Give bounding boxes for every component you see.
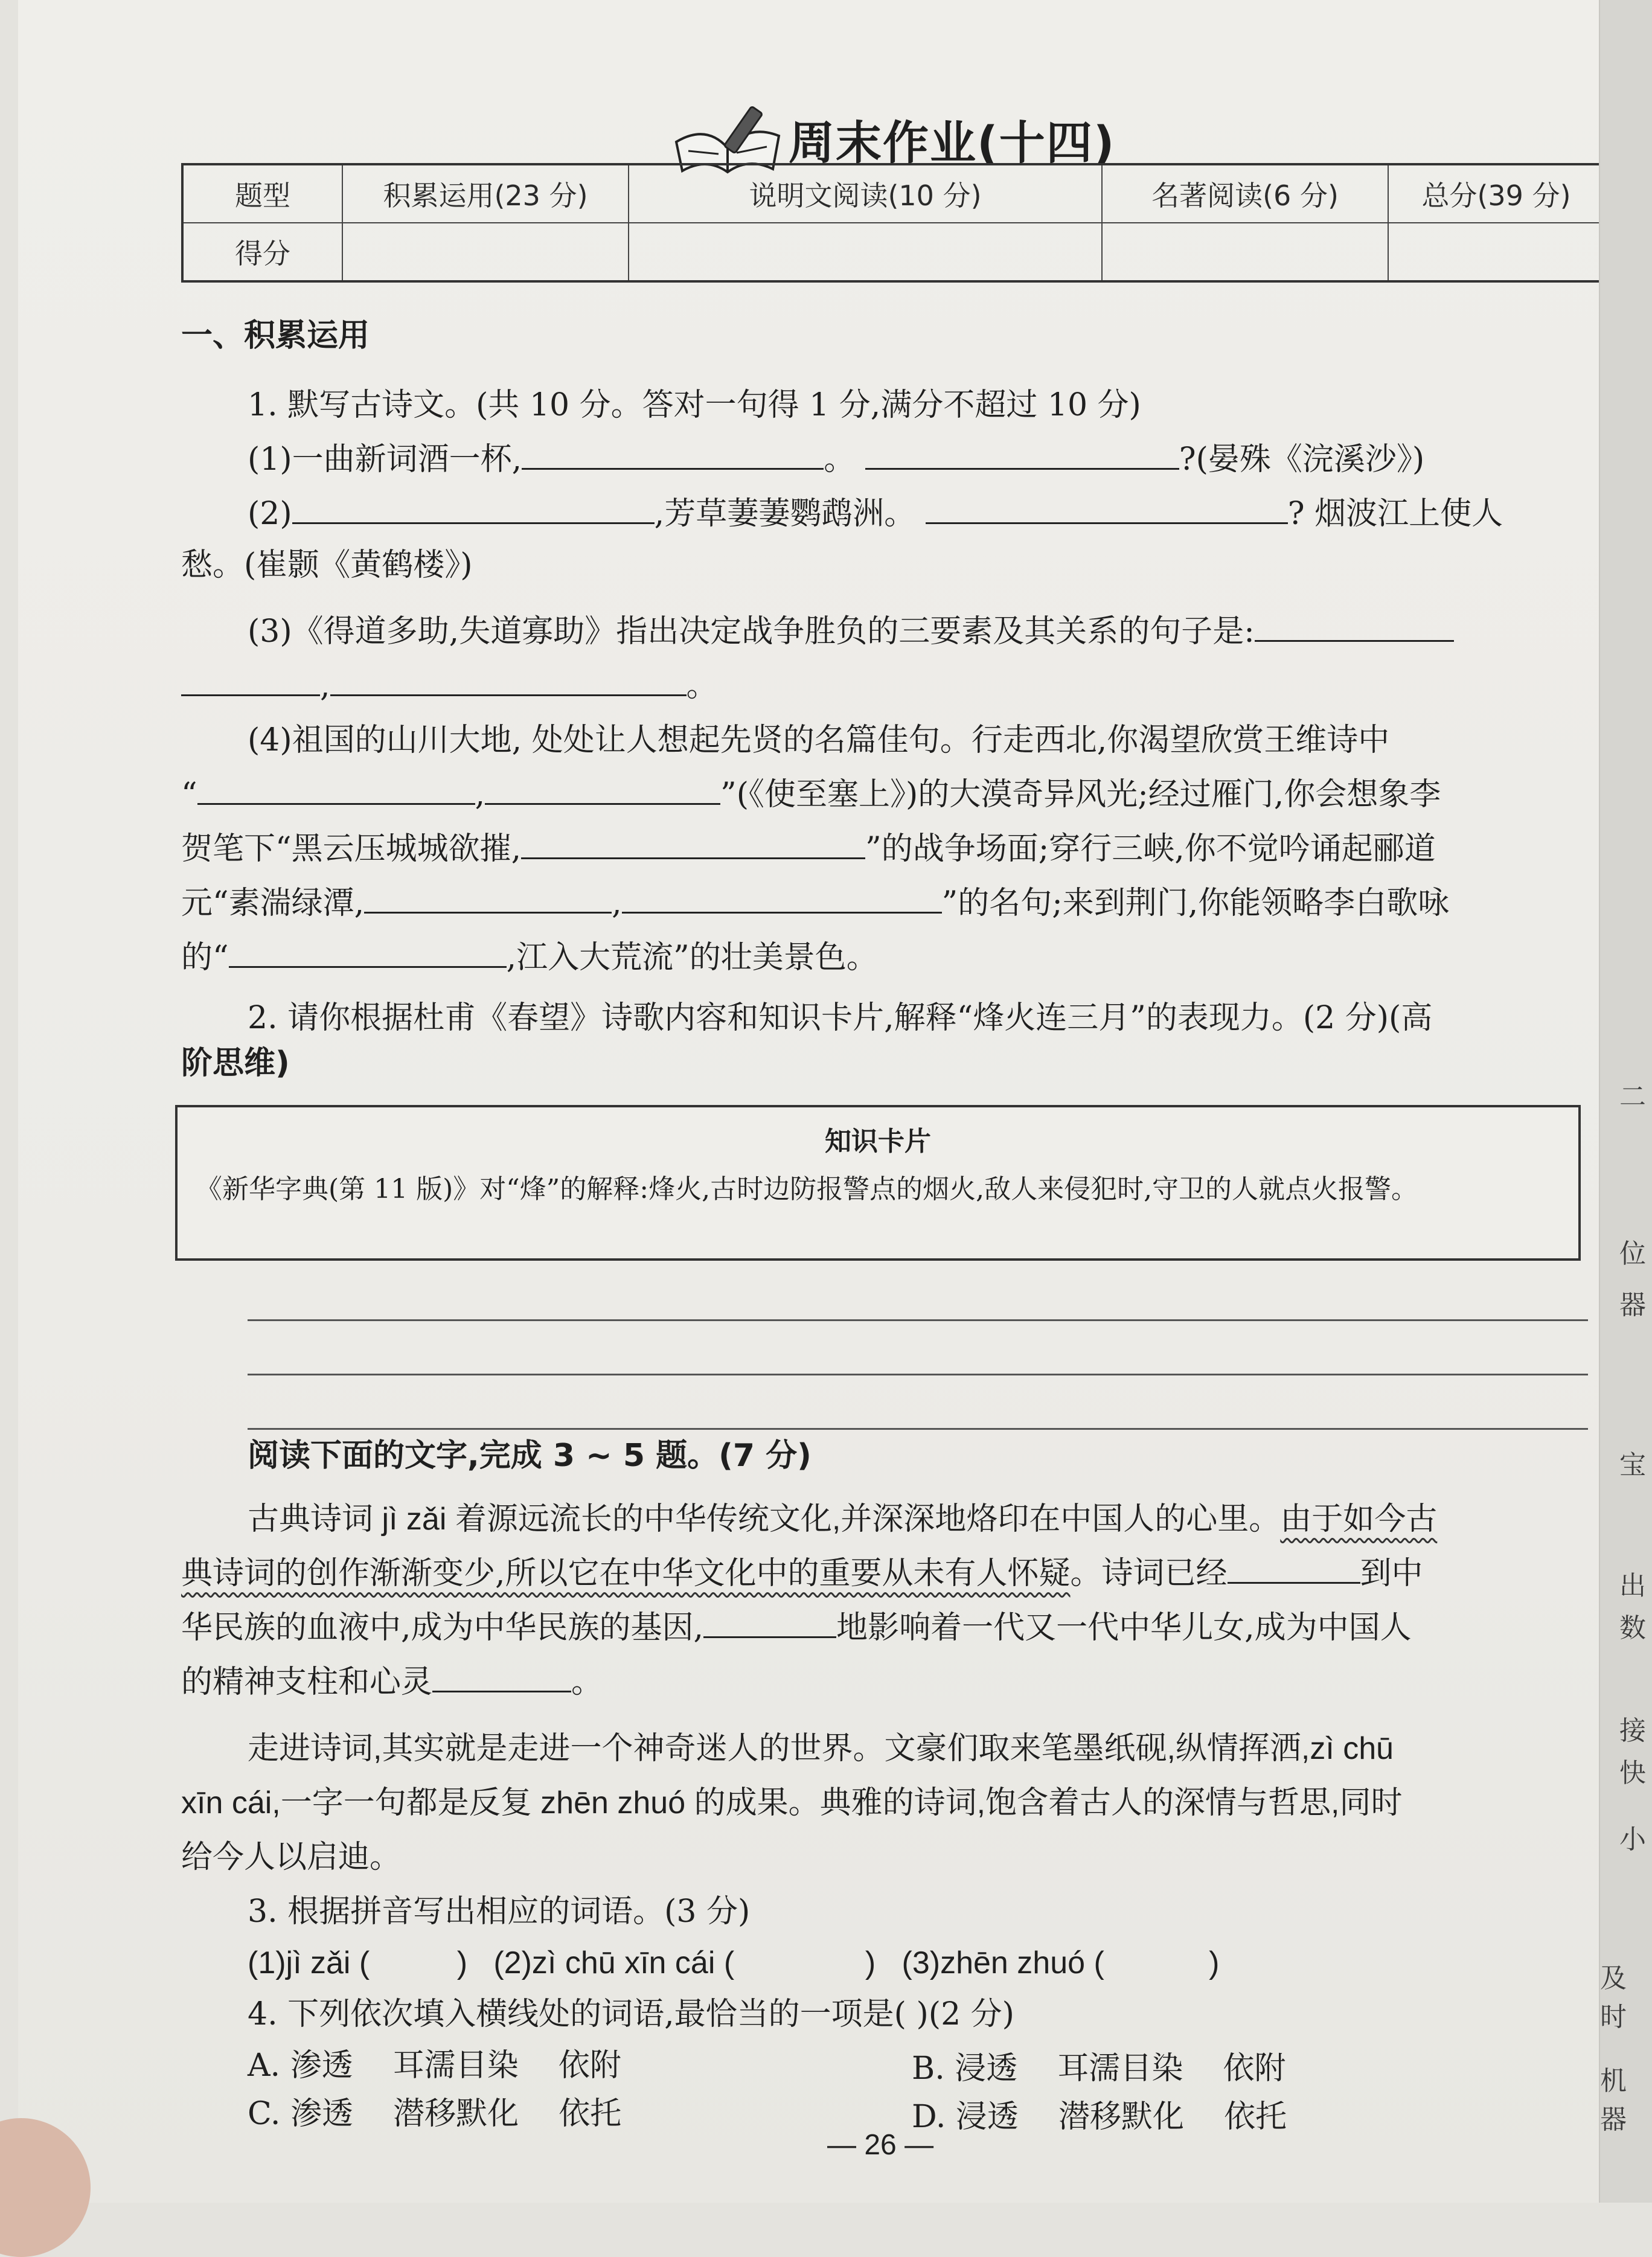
score-input-cell[interactable] — [629, 223, 1102, 281]
question-1-2-cont: 愁。(崔颢《黄鹤楼》) — [181, 547, 473, 583]
text: ?(晏殊《浣溪沙》) — [1179, 441, 1425, 478]
answer-blank[interactable] — [292, 522, 655, 524]
text: 的精神支柱和心灵 — [181, 1664, 433, 1700]
text: “ — [181, 776, 197, 813]
passage-line — [181, 1555, 1423, 1592]
edge-char: 小 — [1619, 1824, 1646, 1855]
text: 。 — [571, 1664, 603, 1700]
text: , — [475, 776, 485, 813]
edge-char: 器 — [1619, 1290, 1646, 1321]
passage-line — [181, 1666, 603, 1698]
adjacent-page-edge — [1599, 0, 1652, 2203]
knowledge-card-text: 《新华字典(第 11 版)》对“烽”的解释:烽火,古时边防报警点的烟火,敌人来侵犯时,守卫的人就点火报警。 — [196, 1174, 1418, 1205]
edge-char: 宝 — [1619, 1450, 1646, 1481]
answer-blank[interactable] — [485, 802, 720, 805]
edge-char: 位 — [1619, 1238, 1646, 1269]
answer-blank[interactable] — [1228, 1581, 1360, 1584]
answer-line[interactable] — [248, 1428, 1588, 1430]
answer-blank[interactable] — [1255, 639, 1454, 642]
option-b[interactable]: B. 浸透 耳濡目染 依附 — [912, 2051, 1286, 2087]
text: ? 烟波江上使人 — [1287, 496, 1503, 532]
text: 元“素湍绿潭, — [181, 885, 365, 921]
answer-blank[interactable] — [521, 857, 865, 859]
text: 华民族的血液中,成为中华民族的基因, — [181, 1610, 704, 1646]
answer-line[interactable] — [248, 1374, 1588, 1375]
edge-char: 快 — [1619, 1758, 1646, 1788]
score-table — [181, 163, 1606, 283]
answer-blank[interactable] — [330, 694, 687, 696]
passage-line: 给今人以启迪。 — [181, 1839, 402, 1875]
score-table-cell: 总分(39 分) — [1388, 164, 1605, 223]
text: 的“ — [181, 940, 229, 976]
question-1-3 — [248, 613, 1454, 650]
edge-char: 数 — [1619, 1613, 1646, 1644]
section-heading: 一、积累运用 — [181, 318, 370, 354]
text: , — [320, 668, 330, 704]
passage-line — [181, 1612, 1412, 1644]
answer-blank[interactable] — [181, 694, 320, 696]
page-number: — 26 — — [827, 2129, 934, 2161]
worksheet-page — [18, 0, 1600, 2203]
text: 贺笔下“黑云压城城欲摧, — [181, 831, 522, 867]
text: ”(《使至塞上》)的大漠奇异风光;经过雁门,你会想象李 — [720, 776, 1441, 813]
question-1-3-cont — [181, 670, 718, 702]
score-input-cell[interactable] — [1388, 223, 1605, 281]
passage-line — [248, 1503, 1437, 1535]
page-title: 周末作业(十四) — [789, 115, 1116, 170]
question-3-options: (1)jì zǎi ( ) (2)zì chū xīn cái ( ) (3)zhēn zhuó ( ) — [248, 1945, 1220, 1980]
text: 。 — [824, 441, 856, 478]
text: (1)一曲新词酒一杯, — [248, 441, 522, 478]
question-2: 2. 请你根据杜甫《春望》诗歌内容和知识卡片,解释“烽火连三月”的表现力。(2 分)(高 — [248, 1000, 1433, 1036]
question-1-1 — [248, 441, 1425, 478]
knowledge-card-title: 知识卡片 — [825, 1126, 931, 1157]
option-c[interactable]: C. 渗透 潜移默化 依托 — [248, 2096, 622, 2132]
text: ”的战争场面;穿行三峡,你不觉吟诵起郦道 — [865, 831, 1436, 867]
knowledge-card — [175, 1105, 1581, 1261]
passage-line: 走进诗词,其实就是走进一个神奇迷人的世界。文豪们取来笔墨纸砚,纵情挥洒,zì chū — [248, 1731, 1394, 1766]
score-table-cell: 得分 — [182, 223, 342, 281]
edge-char: 接 — [1619, 1715, 1646, 1746]
question-1-4: (4)祖国的山川大地, 处处让人想起先贤的名篇佳句。行走西北,你渴望欣赏王维诗中 — [248, 722, 1390, 758]
answer-blank[interactable] — [364, 911, 612, 914]
text: 。 — [686, 668, 718, 704]
question-2-cont: 阶思维) — [181, 1045, 290, 1081]
edge-char: 机器 — [1600, 2066, 1627, 2135]
text: 古典诗词 jì zǎi 着源远流长的中华传统文化,并深深地烙印在中国人的心里。 — [248, 1502, 1281, 1537]
answer-blank[interactable] — [229, 965, 507, 968]
text: 地影响着一代又一代中华儿女,成为中国人 — [836, 1610, 1412, 1646]
score-table-cell: 题型 — [182, 164, 342, 223]
text: (3)《得道多助,失道寡助》指出决定战争胜负的三要素及其关系的句子是: — [248, 613, 1255, 650]
question-1-4-line4 — [181, 885, 1450, 921]
answer-blank[interactable] — [926, 522, 1288, 524]
score-table-cell: 说明文阅读(10 分) — [629, 164, 1102, 223]
text: ,芳草萋萋鹦鹉洲。 — [654, 496, 916, 532]
score-table-cell: 名著阅读(6 分) — [1102, 164, 1388, 223]
text: 。诗词已经 — [1070, 1555, 1228, 1592]
answer-line[interactable] — [248, 1319, 1588, 1321]
text: 到中 — [1360, 1555, 1423, 1592]
question-3: 3. 根据拼音写出相应的词语。(3 分) — [248, 1894, 751, 1930]
passage-line: xīn cái,一字一句都是反复 zhēn zhuó 的成果。典雅的诗词,饱含着古人的深情与哲思,同时 — [181, 1785, 1403, 1820]
wavy-underlined-text: 典诗词的创作渐渐变少,所以它在中华文化中的重要从未有人怀疑 — [181, 1555, 1071, 1592]
text: , — [612, 885, 622, 921]
reading-intro: 阅读下面的文字,完成 3 ~ 5 题。(7 分) — [248, 1438, 812, 1474]
score-table-cell: 积累运用(23 分) — [342, 164, 629, 223]
text: ,江入大荒流”的壮美景色。 — [506, 940, 878, 976]
edge-char: 及时 — [1600, 1963, 1627, 2032]
wavy-underlined-text: 由于如今古 — [1280, 1501, 1438, 1537]
question-1-4-line3 — [181, 833, 1436, 865]
question-1: 1. 默写古诗文。(共 10 分。答对一句得 1 分,满分不超过 10 分) — [248, 387, 1141, 423]
answer-blank[interactable] — [197, 802, 475, 805]
text: ”的名句;来到荆门,你能领略李白歌咏 — [941, 885, 1450, 921]
answer-blank[interactable] — [703, 1636, 836, 1638]
question-1-4-line5 — [181, 940, 878, 976]
question-1-2 — [248, 498, 1503, 530]
edge-char: 二 — [1619, 1081, 1646, 1112]
option-d[interactable]: D. 浸透 潜移默化 依托 — [912, 2099, 1287, 2135]
score-input-cell[interactable] — [342, 223, 629, 281]
score-input-cell[interactable] — [1102, 223, 1388, 281]
answer-blank[interactable] — [432, 1690, 571, 1692]
edge-char: 出 — [1619, 1570, 1646, 1601]
text: (2) — [248, 496, 292, 532]
question-4: 4. 下列依次填入横线处的词语,最恰当的一项是( )(2 分) — [248, 1996, 1014, 2032]
answer-blank[interactable] — [865, 467, 1179, 470]
option-a[interactable]: A. 渗透 耳濡目染 依附 — [248, 2047, 621, 2084]
answer-blank[interactable] — [622, 911, 942, 914]
answer-blank[interactable] — [522, 467, 824, 470]
question-1-4-line2 — [181, 776, 1441, 813]
